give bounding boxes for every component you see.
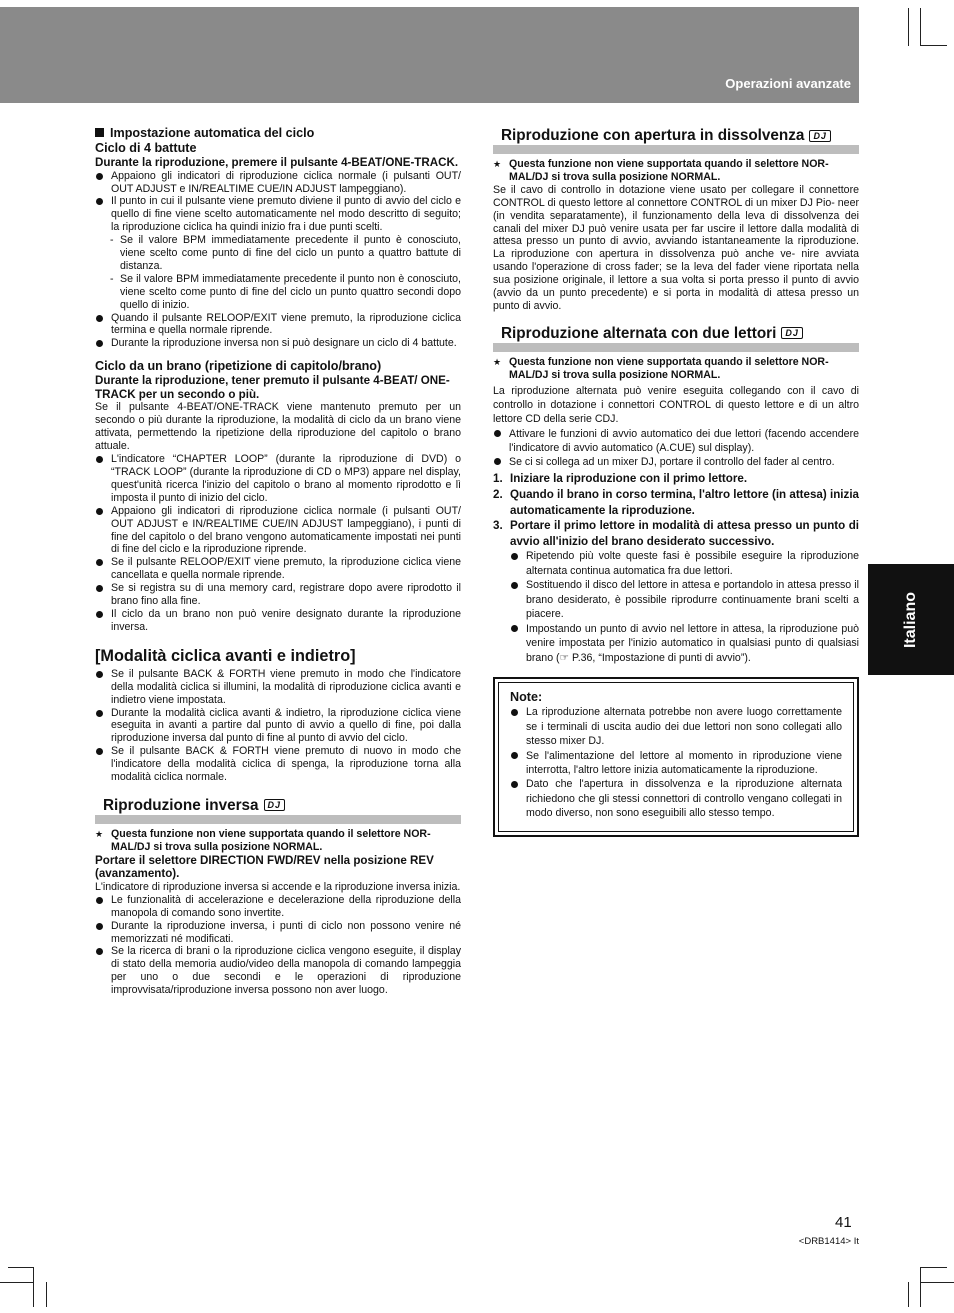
step-item: 1. Iniziare la riproduzione con il primo lettore. [493, 472, 748, 486]
alternate-play-heading: Riproduzione alternata con due lettori DJ [493, 324, 859, 352]
list-item: Quando il pulsante RELOOP/EXIT viene premuto, la riproduzione ciclica termina e quella normale riprende. [95, 312, 461, 338]
document-code: <DRB1414> It [798, 1236, 859, 1247]
track-loop-paragraph: Se il pulsante 4-BEAT/ONE-TRACK viene mantenuto premuto per un secondo o più durante la riproduzione, la modalità di ciclo da un brano viene attivata, permettendo la ripetizione della riproduzione del capitolo o brano attuale. [95, 401, 461, 453]
reverse-paragraph: L'indicatore di riproduzione inversa si accende e la riproduzione inversa inizia. [95, 880, 461, 893]
fade-in-paragraph: Se il cavo di controllo in dotazione viene usato per collegare il connettore CONTROL di questo lettore al connettore CONTROL di un mixer DJ Pio- neer (in vendita separatamente), il funzionamento della leva di dissolvenza dei canali del mixer DJ può venire usata per far uscire il lettore dalla modalità di attesa presso un punto di avvio, avviando istantaneamente la riproduzione. La riproduzione con apertura in dissolvenza può anche ve- nire avviata usando l'operazione di cross fader; se la leva del fader viene riportata nella sua posizione originale, il lettore a sua volta si porta presso il punto di avvio (avvio da un punto precedente) e si porta in modalità di attesa presso un punto di avvio. [493, 183, 859, 312]
list-item: Ripetendo più volte queste fasi è possibile eseguire la riproduzione alternata continua automatica fra due lettori. [493, 549, 859, 578]
list-item: Durante la modalità ciclica avanti & indietro, la riproduzione ciclica viene eseguita in avanti a partire dal punto di avvio a quello di fine, poi dalla riproduzione inversa dal punto di fine al punto di avvio del ciclo. [95, 707, 461, 746]
square-bullet-icon [95, 128, 104, 137]
reverse-instruction: Portare il selettore DIRECTION FWD/REV nella posizione REV (avanzamento). [95, 853, 434, 881]
list-item: Durante la riproduzione inversa, i punti di ciclo non possono venire né memorizzati né modificati. [95, 920, 461, 946]
crop-mark [920, 1282, 954, 1283]
crop-mark [8, 1267, 34, 1268]
list-item: Dato che l'apertura in dissolvenza e la riproduzione alternata richiedono che gli stessi connettori di controllo vengano collegati in modo diverso, non sono eseguibili allo stesso tempo. [510, 777, 842, 820]
list-item: Se l'alimentazione del lettore al momento in riproduzione viene interrotta, l'altro lettore inizia automaticamente la riproduzione. [510, 749, 842, 778]
loop4-subheading: Ciclo di 4 battute [95, 141, 197, 155]
list-item: Se il pulsante RELOOP/EXIT viene premuto, la riproduzione ciclica viene cancellata e quella normale riprende. [95, 556, 461, 582]
list-item: Appaiono gli indicatori di riproduzione ciclica normale (i pulsanti OUT/ OUT ADJUST e IN/REALTIME CUE/IN ADJUST lampeggiano). [95, 170, 461, 196]
crop-mark [0, 1282, 34, 1283]
dj-mode-icon: DJ [264, 799, 286, 811]
note-box-inner [498, 682, 854, 831]
header-band [0, 7, 859, 103]
list-item: Se il pulsante BACK & FORTH viene premuto in modo che l'indicatore della modalità ciclica si illumini, la modalità di riproduzione ciclica avanti e indietro viene impostata. [95, 668, 461, 707]
list-item: Attivare le funzioni di avvio automatico dei due lettori (facendo accendere l'indicatore di avvio automatico (A.CUE) sul display). [493, 427, 859, 456]
list-item: Se si registra su di una memory card, registrare dopo avere riprodotto il brano fino alla fine. [95, 582, 461, 608]
step-item: 3. Portare il primo lettore in modalità di attesa presso un punto di avvio all'inizio del brano desiderato successivo. [493, 519, 859, 548]
back-forth-heading: [Modalità ciclica avanti e indietro] [95, 646, 356, 665]
star-note: ★ Questa funzione non viene supportata quando il selettore NOR- MAL/DJ si trova sulla posizione NORMAL. [493, 356, 859, 382]
crop-mark [920, 1267, 921, 1307]
section-title: Operazioni avanzate [725, 76, 851, 91]
list-item: L'indicatore “CHAPTER LOOP” (durante la riproduzione di DVD) o “TRACK LOOP” (durante la riproduzione di CD o MP3) appare nel display, quest'unità ricerca l'inizio del capitolo o brano al momento riprodotto e lì imposta il punto di inizio del ciclo. [95, 453, 461, 505]
note-title: Note: [510, 690, 543, 705]
fade-in-heading: Riproduzione con apertura in dissolvenza DJ [493, 126, 859, 154]
list-item: Il punto in cui il pulsante viene premuto diviene il punto di avvio del ciclo e quello di fine viene scelto automaticamente nel modo descritto di seguito; la riproduzione ciclica ha quindi inizio fra i due punti scelti. [95, 195, 461, 234]
list-item: Il ciclo da un brano non può venire designato durante la riproduzione inversa. [95, 608, 461, 634]
crop-mark [920, 1267, 947, 1268]
dj-mode-icon: DJ [781, 327, 803, 339]
list-item: La riproduzione alternata potrebbe non avere luogo correttamente se i terminali di uscita audio dei due lettori non sono collegati allo stesso mixer DJ. [510, 705, 842, 748]
dash-item: - Se il valore BPM immediatamente precedente il punto è conosciuto, viene scelto come punto di fine del ciclo un punto a quattro battute di distanza. [95, 234, 461, 273]
crop-mark [33, 1267, 34, 1307]
note-box [493, 677, 859, 836]
right-column [493, 126, 859, 837]
track-loop-instruction: Durante la riproduzione, tener premuto il pulsante 4-BEAT/ ONE-TRACK per un secondo o più. [95, 374, 450, 401]
left-column [95, 126, 461, 997]
list-item: Se ci si collega ad un mixer DJ, portare il controllo del fader al centro. [493, 455, 859, 469]
loop4-instruction: Durante la riproduzione, premere il pulsante 4-BEAT/ONE-TRACK. [95, 156, 459, 169]
list-item: Se il pulsante BACK & FORTH viene premuto di nuovo in modo che l'indicatore della modalità ciclica di spenga, la riproduzione torna alla modalità ciclica normale. [95, 745, 461, 784]
crop-mark [920, 8, 921, 46]
crop-mark [908, 1282, 909, 1307]
crop-mark [908, 8, 909, 46]
page-number: 41 [835, 1214, 852, 1231]
list-item: Impostando un punto di avvio nel lettore in attesa, la riproduzione può venire impostata per l'inizio automatico in qualsiasi punto di qualsiasi brano (☞ P.36, “Impostazione di punti di avvio”). [493, 622, 859, 666]
dj-mode-icon: DJ [809, 130, 831, 142]
language-tab-label: Italiano [902, 591, 919, 648]
list-item: Appaiono gli indicatori di riproduzione ciclica normale (i pulsanti OUT/ OUT ADJUST e IN/REALTIME CUE/IN ADJUST lampeggiano), i punti di fine del capitolo o del brano vengono automaticamente impostati nei punti di fine del ciclo e la riproduzione riprende. [95, 505, 461, 557]
step-item: 2. Quando il brano in corso termina, l'altro lettore (in attesa) inizia automaticamente la riproduzione. [493, 488, 859, 517]
list-item: Durante la riproduzione inversa non si può designare un ciclo di 4 battute. [95, 337, 461, 350]
reverse-play-heading: Riproduzione inversa DJ [95, 796, 461, 824]
list-item: Se la ricerca di brani o la riproduzione ciclica vengono eseguite, il display di stato della memoria audio/video della manopola di comando lampeggia per uno o due secondi e le operazioni di riproduzione improvvisata/riproduzione inversa possono non aver luogo. [95, 945, 461, 997]
star-note: ★ Questa funzione non viene supportata quando il selettore NOR- MAL/DJ si trova sulla posizione NORMAL. [493, 158, 859, 184]
crop-mark [46, 1282, 47, 1307]
alternate-play-paragraph: La riproduzione alternata può venire eseguita collegando con il cavo di controllo in dotazione i connettori CONTROL di questo lettore e di un altro lettore CD della serie CDJ. [493, 384, 859, 426]
crop-mark [920, 45, 947, 46]
star-note: ★ Questa funzione non viene supportata quando il selettore NOR- MAL/DJ si trova sulla posizione NORMAL. [95, 828, 461, 854]
language-tab [868, 564, 954, 675]
list-item: Sostituendo il disco del lettore in attesa e portandolo in attesa presso il brano desiderato, è possibile riprodurre continuamente brani scelti a piacere. [493, 578, 859, 622]
dash-item: - Se il valore BPM immediatamente precedente il punto non è conosciuto, viene scelto come punto di fine del ciclo un punto quattro secondi dopo quello di inizio. [95, 273, 461, 312]
list-item: Le funzionalità di accelerazione e decelerazione della riproduzione della manopola di comando sono invertite. [95, 894, 461, 920]
loop4-heading: Impostazione automatica del ciclo [95, 126, 461, 141]
track-loop-heading: Ciclo da un brano (ripetizione di capitolo/brano) [95, 359, 382, 374]
